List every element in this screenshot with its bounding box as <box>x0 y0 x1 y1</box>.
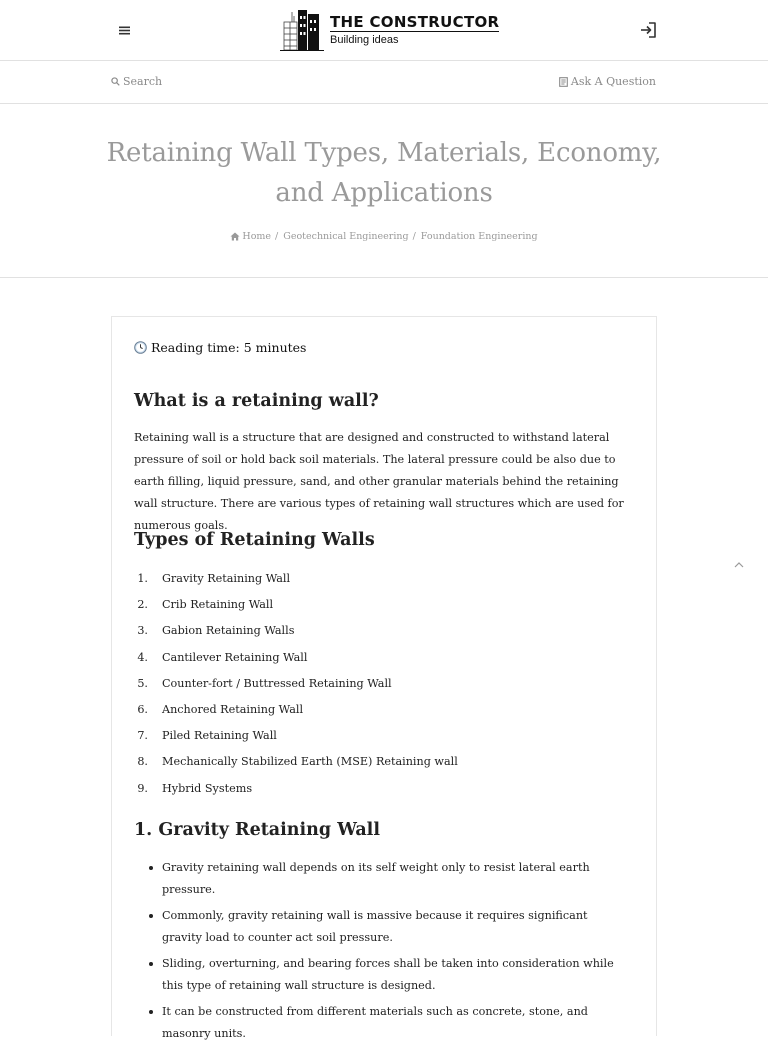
breadcrumb-separator: / <box>412 231 416 242</box>
gravity-bullets <box>134 857 624 1049</box>
breadcrumb-geotechnical[interactable]: Geotechnical Engineering <box>283 231 409 242</box>
login-button[interactable] <box>638 20 658 40</box>
types-list <box>134 566 634 802</box>
logo-tagline: Building ideas <box>330 33 399 46</box>
clock-icon <box>134 341 147 354</box>
search-label: Search <box>123 75 163 88</box>
list-item: 1. Gravity Retaining Wall <box>137 572 291 585</box>
reading-time <box>134 340 306 355</box>
site-header <box>0 0 768 61</box>
chevron-up-icon <box>732 558 746 572</box>
list-item: Sliding, overturning, and bearing forces shall be taken into consideration while this type of retaining wall structure is designed. <box>134 953 624 997</box>
list-item: 2. Crib Retaining Wall <box>137 598 274 612</box>
list-item: 3. Gabion Retaining Walls <box>137 624 295 638</box>
intro-paragraph: Retaining wall is a structure that are designed and constructed to withstand lateral pressure of soil or hold back soil materials. The lateral pressure could be also due to earth filling, liquid pressure, sand, and other granular materials behind the retaining wall structure. There are various types of retaining wall structures which are used for numerous goals. <box>134 431 624 532</box>
page-title: Retaining Wall Types, Materials, Economy, and Applications <box>106 138 662 208</box>
menu-button[interactable] <box>116 22 132 38</box>
hamburger-icon <box>119 26 130 35</box>
question-doc-icon <box>559 77 568 87</box>
list-item: Commonly, gravity retaining wall is massive because it requires significant gravity load to counter act soil pressure. <box>134 905 624 949</box>
breadcrumb-separator: / <box>275 231 279 242</box>
logo-title: THE CONSTRUCTOR <box>330 12 500 31</box>
breadcrumb-home[interactable] <box>230 231 271 242</box>
search-icon <box>111 77 120 86</box>
secondary-bar <box>0 61 768 104</box>
list-item: 8. Mechanically Stabilized Earth (MSE) Retaining wall <box>137 755 458 769</box>
list-item: 6. Anchored Retaining Wall <box>137 702 304 716</box>
ask-question-link[interactable] <box>559 75 656 88</box>
heading-gravity-retaining-wall: 1. Gravity Retaining Wall <box>134 820 380 840</box>
list-item: 9. Hybrid Systems <box>137 781 253 795</box>
list-item: 4. Cantilever Retaining Wall <box>137 650 308 664</box>
list-item: Gravity retaining wall depends on its self weight only to resist lateral earth pressure. <box>134 857 624 901</box>
breadcrumb-home-label: Home <box>242 231 272 242</box>
sign-in-icon <box>638 20 658 40</box>
site-logo[interactable] <box>280 8 499 52</box>
home-icon <box>230 232 240 241</box>
heading-what-is-retaining-wall: What is a retaining wall? <box>134 391 379 411</box>
heading-types: Types of Retaining Walls <box>134 530 375 550</box>
scroll-to-top-button[interactable] <box>732 557 746 571</box>
search-link[interactable] <box>111 75 162 88</box>
list-item: It can be constructed from different materials such as concrete, stone, and masonry units. <box>134 1001 624 1045</box>
breadcrumb-foundation[interactable]: Foundation Engineering <box>420 231 538 242</box>
building-logo-icon <box>280 8 326 52</box>
list-item: 5. Counter-fort / Buttressed Retaining Wall <box>137 676 392 690</box>
article-header <box>0 104 768 278</box>
article-content <box>111 316 657 1041</box>
reading-time-label: Reading time: 5 minutes <box>151 340 307 355</box>
list-item: 7. Piled Retaining Wall <box>137 729 277 743</box>
breadcrumb <box>0 231 768 242</box>
ask-question-label: Ask A Question <box>570 75 656 88</box>
